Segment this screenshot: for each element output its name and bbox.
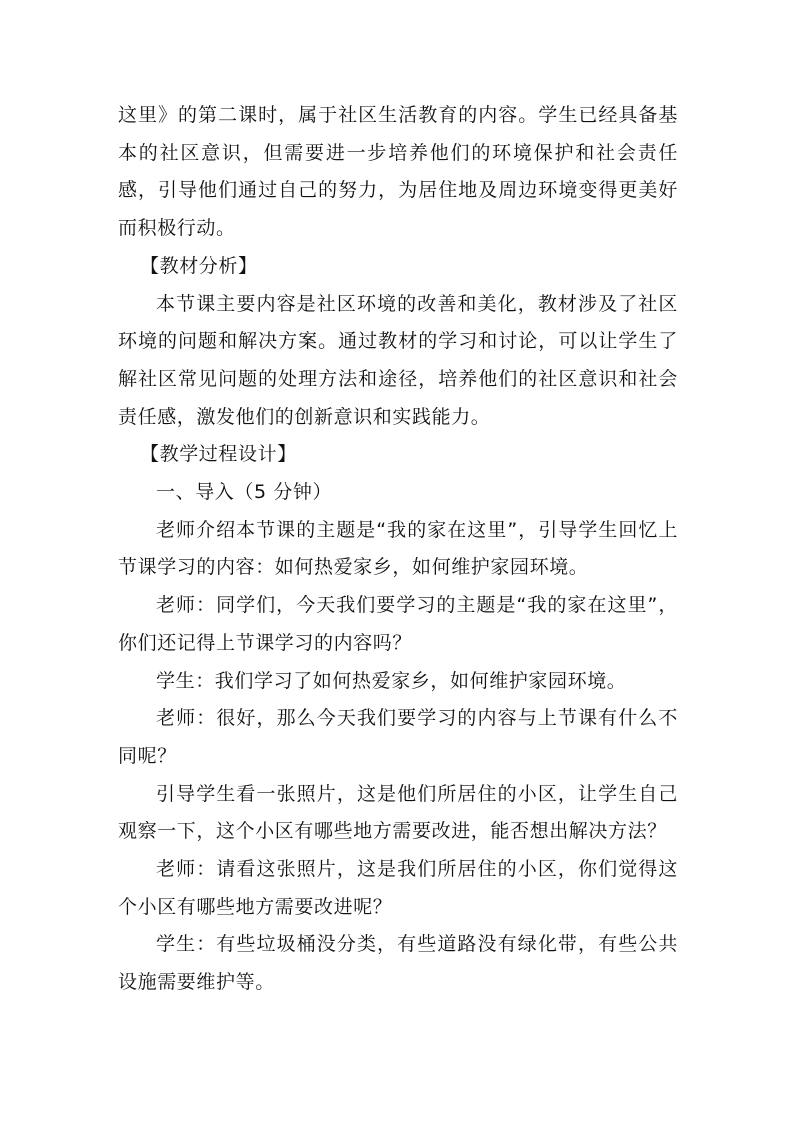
dialogue-student-1: 学生：我们学习了如何热爱家乡，如何维护家园环境。 xyxy=(156,669,627,692)
heading-textbook-analysis: 【教材分析】 xyxy=(140,254,258,277)
paragraph-photo-guidance: 引导学生看一张照片，这是他们所居住的小区，让学生自己观察一下，这个小区有哪些地方需要改进，能否想出解决方法？ xyxy=(118,782,678,843)
dialogue-student-2: 学生：有些垃圾桶没分类，有些道路没有绿化带，有些公共设施需要维护等。 xyxy=(118,933,678,994)
dialogue-teacher-1: 老师：同学们，今天我们要学习的主题是“我的家在这里”，你们还记得上节课学习的内容吗？ xyxy=(118,594,678,654)
paragraph-intro-continuation: 这里》的第二课时，属于社区生活教育的内容。学生已经具备基本的社区意识，但需要进一步培养他们的环境保护和社会责任感，引导他们通过自己的努力，为居住地及周边环境变得更美好而积极行动。 xyxy=(118,104,678,240)
heading-teaching-process: 【教学过程设计】 xyxy=(140,443,297,466)
section-title-introduction: 一、导入（5 分钟） xyxy=(156,481,333,504)
dialogue-teacher-2: 老师：很好，那么今天我们要学习的内容与上节课有什么不同呢？ xyxy=(118,707,678,767)
paragraph-teacher-intro: 老师介绍本节课的主题是“我的家在这里”，引导学生回忆上节课学习的内容：如何热爱家乡，如何维护家园环境。 xyxy=(118,518,678,579)
paragraph-textbook-analysis: 本节课主要内容是社区环境的改善和美化，教材涉及了社区环境的问题和解决方案。通过教材的学习和讨论，可以让学生了解社区常见问题的处理方法和途径，培养他们的社区意识和社会责任感，激发他们的创新意识和实践能力。 xyxy=(118,292,678,428)
document-page xyxy=(118,97,678,1002)
dialogue-teacher-3: 老师：请看这张照片，这是我们所居住的小区，你们觉得这个小区有哪些地方需要改进呢？ xyxy=(118,858,678,918)
